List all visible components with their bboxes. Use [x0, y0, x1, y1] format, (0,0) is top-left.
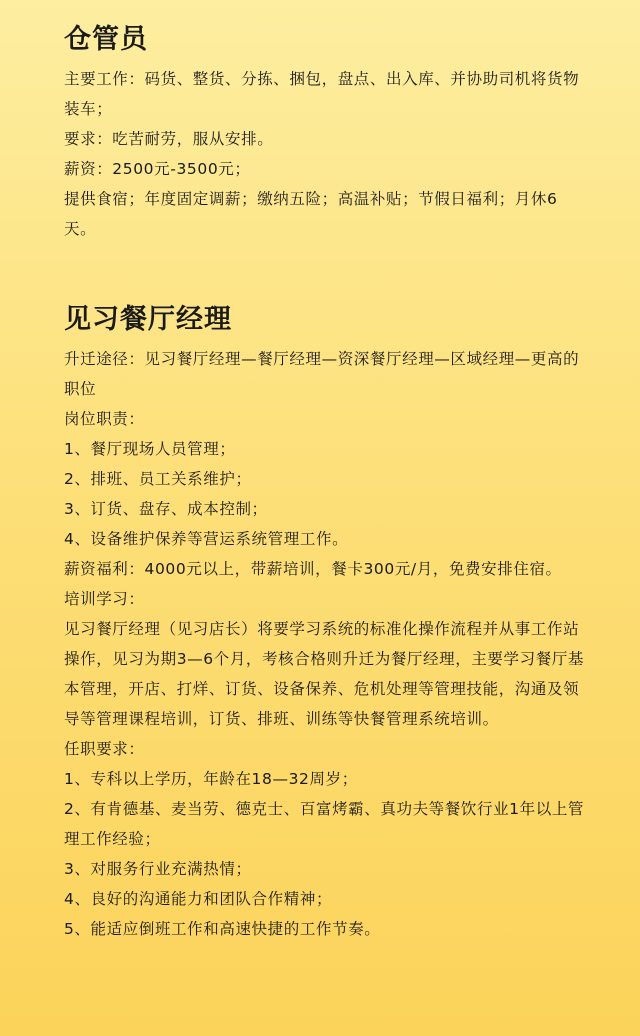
- requirements-heading: 任职要求：: [64, 740, 145, 758]
- duties-text: 主要工作：码货、整货、分拣、捆包，盘点、出入库、并协助司机将货物装车；: [64, 70, 580, 118]
- warehouse-keeper-section: [64, 22, 588, 244]
- list-item: 2、有肯德基、麦当劳、德克士、百富烤霸、真功夫等餐饮行业1年以上管理工作经验；: [64, 800, 585, 848]
- list-item: 2、排班、员工关系维护；: [64, 470, 252, 488]
- section-title: 仓管员: [64, 24, 148, 55]
- salary-benefits-text: 薪资福利：4000元以上，带薪培训，餐卡300元/月，免费安排住宿。: [64, 560, 562, 578]
- training-text: 见习餐厅经理（见习店长）将要学习系统的标准化操作流程并从事工作站操作，见习为期3—6个月，考核合格则升迁为餐厅经理，主要学习餐厅基本管理，开店、打烊、订货、设备保养、危机处理等管理技能，沟通及领导等管理课程培训，订货、排班、训练等快餐管理系统培训。: [64, 620, 585, 728]
- section-title: 见习餐厅经理: [64, 304, 232, 335]
- list-item: 1、专科以上学历，年龄在18—32周岁；: [64, 770, 358, 788]
- responsibilities-heading: 岗位职责：: [64, 410, 145, 428]
- salary-text: 薪资：2500元-3500元；: [64, 160, 251, 178]
- requirements-list: [64, 764, 588, 944]
- list-item: 3、对服务行业充满热情；: [64, 860, 252, 878]
- list-item: 5、能适应倒班工作和高速快捷的工作节奏。: [64, 920, 381, 938]
- list-item: 3、订货、盘存、成本控制；: [64, 500, 268, 518]
- career-path-text: 升迁途径：见习餐厅经理—餐厅经理—资深餐厅经理—区域经理—更高的职位: [64, 350, 580, 398]
- trainee-manager-section: [64, 302, 588, 944]
- training-heading: 培训学习：: [64, 590, 145, 608]
- requirements-text: 要求：吃苦耐劳，服从安排。: [64, 130, 274, 148]
- list-item: 4、设备维护保养等营运系统管理工作。: [64, 530, 349, 548]
- benefits-text: 提供食宿；年度固定调薪；缴纳五险；高温补贴；节假日福利；月休6天。: [64, 190, 558, 238]
- list-item: 1、餐厅现场人员管理；: [64, 440, 236, 458]
- responsibilities-list: [64, 434, 588, 554]
- list-item: 4、良好的沟通能力和团队合作精神；: [64, 890, 333, 908]
